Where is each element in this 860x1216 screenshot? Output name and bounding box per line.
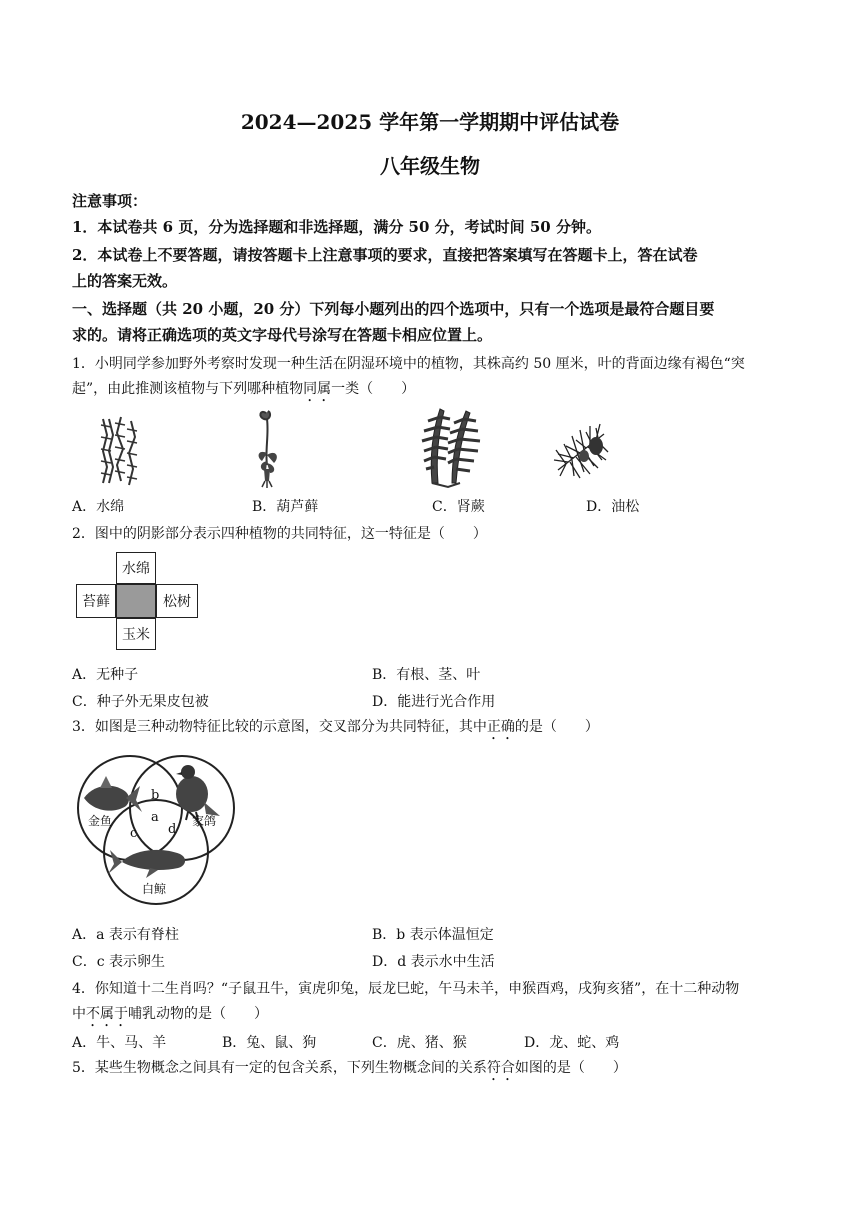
notes-item-1: 1．本试卷共 6 页，分为选择题和非选择题，满分 50 分，考试时间 50 分钟。 [72,218,601,236]
q2-option-d: D．能进行光合作用 [372,694,496,710]
venn-label-beluga: 白鲸 [142,882,167,896]
q1-stem-line2: 起”，由此推测该植物与下列哪种植物同属一类（ ） [72,381,416,397]
diagram-cell-left: 苔藓 [76,584,116,618]
exam-title: 2024—2025 学年第一学期期中评估试卷 [240,110,620,134]
fern-image [418,403,488,489]
q2-option-c: C．种子外无果皮包被 [72,694,209,710]
notes-item-2-line1: 2．本试卷上不要答题，请按答题卡上注意事项的要求，直接把答案填写在答题卡上，答在试卷 [72,246,698,264]
venn-label-goldfish: 金鱼 [88,814,113,828]
venn-region-b: b [151,788,160,803]
goldfish-image [84,776,142,812]
q5-stem: 5．某些生物概念之间具有一定的包含关系，下列生物概念间的关系符合如图的是（ ） [72,1060,627,1076]
q1-stem-line1: 1．小明同学参加野外考察时发现一种生活在阴湿环境中的植物，其株高约 50 厘米，叶的背面边缘有褐色“突 [72,356,745,372]
venn-region-d: d [168,822,177,837]
notes-item-2-line2: 上的答案无效。 [72,272,178,290]
diagram-cell-top: 水绵 [116,552,156,584]
diagram-cell-right: 松树 [156,584,198,618]
q4-option-c: C．虎、猪、猴 [372,1035,467,1051]
q1-option-a: A．水绵 [72,499,125,515]
q3-emphasis: 正确 [486,719,515,735]
q2-cross-diagram [76,552,196,650]
q3-stem: 3．如图是三种动物特征比较的示意图，交叉部分为共同特征，其中正确的是（ ） [72,719,599,735]
section1-instructions-line2: 求的。请将正确选项的英文字母代号涂写在答题卡相应位置上。 [72,326,493,344]
venn-region-c: c [130,826,138,841]
q1-emphasis: 同属 [303,381,332,397]
beluga-image [108,850,185,878]
water-silk-algae-image [95,415,145,487]
q1-option-d: D．油松 [586,499,640,515]
section1-instructions-line1: 一、选择题（共 20 小题，20 分）下列每小题列出的四个选项中，只有一个选项是最符合题目要 [72,300,715,318]
q1-option-c: C．肾蕨 [432,499,485,515]
q2-option-a: A．无种子 [72,667,139,683]
q2-option-b: B．有根、茎、叶 [372,667,481,683]
q4-option-d: D．龙、蛇、鸡 [524,1035,620,1051]
pine-branch-image [550,420,612,482]
q4-stem-line1: 4．你知道十二生肖吗？“子鼠丑牛，寅虎卯兔，辰龙巳蛇，午马未羊，申猴酉鸡，戌狗亥猪”，在十二种动物 [72,981,740,997]
q2-stem: 2．图中的阴影部分表示四种植物的共同特征，这一特征是（ ） [72,526,487,542]
q4-stem-line2: 中不属于哺乳动物的是（ ） [72,1006,268,1022]
q4-emphasis: 不属于 [86,1006,128,1022]
venn-region-a: a [151,810,159,825]
notes-heading: 注意事项： [72,192,148,210]
q4-option-a: A．牛、马、羊 [72,1035,167,1051]
venn-label-pigeon: 家鸽 [192,814,217,828]
q3-option-b: B．b 表示体温恒定 [372,927,494,943]
funaria-moss-image [250,405,286,489]
diagram-cell-bottom: 玉米 [116,618,156,650]
q3-option-d: D．d 表示水中生活 [372,954,495,970]
q5-emphasis: 符合 [486,1060,515,1076]
q1-option-b: B．葫芦藓 [252,499,319,515]
q4-option-b: B．兔、鼠、狗 [222,1035,317,1051]
exam-subject: 八年级生物 [380,154,480,178]
q3-option-a: A．a 表示有脊柱 [72,927,179,943]
q3-option-c: C．c 表示卵生 [72,954,166,970]
diagram-shaded-center [116,584,156,618]
